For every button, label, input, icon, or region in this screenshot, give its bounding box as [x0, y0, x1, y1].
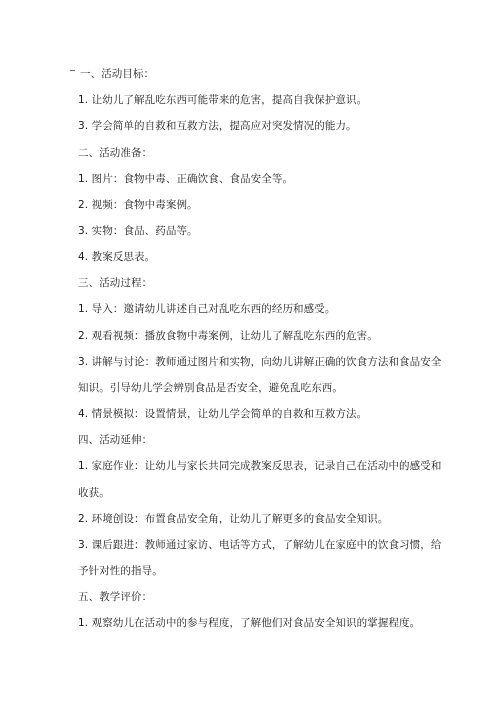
section-heading-extension: 四、活动延伸： [78, 434, 153, 446]
extension-item-2: 2. 环境创设：布置食品安全角，让幼儿了解更多的食品安全知识。 [78, 513, 389, 525]
evaluation-item-1: 1. 观察幼儿在活动中的参与程度，了解他们对食品安全知识的掌握程度。 [78, 617, 421, 629]
extension-item-3-line-2: 予针对性的指导。 [78, 565, 163, 577]
preparation-item-2: 2. 视频：食物中毒案例。 [78, 199, 198, 211]
process-item-4: 4. 情景模拟：设置情景，让幼儿学会简单的自救和互救方法。 [78, 408, 368, 420]
process-item-2: 2. 观看视频：播放食物中毒案例，让幼儿了解乱吃东西的危害。 [78, 330, 378, 342]
process-item-3-line-1: 3. 讲解与讨论：教师通过图片和实物，向幼儿讲解正确的饮食方法和食品安全 [78, 356, 442, 368]
section-heading-goals: 一、活动目标： [80, 68, 155, 80]
process-item-1: 1. 导入：邀请幼儿讲述自己对乱吃东西的经历和感受。 [78, 303, 336, 315]
section-heading-preparation: 二、活动准备： [78, 147, 153, 159]
corner-mark [70, 70, 75, 71]
goal-item-1: 1. 让幼儿了解乱吃东西可能带来的危害，提高自我保护意识。 [78, 94, 368, 106]
preparation-item-1: 1. 图片：食物中毒、正确饮食、食品安全等。 [78, 173, 294, 185]
preparation-item-3: 3. 实物：食品、药品等。 [78, 225, 198, 237]
process-item-3-line-2: 知识。引导幼儿学会辨别食品是否安全，避免乱吃东西。 [78, 382, 343, 394]
extension-item-1-line-2: 收获。 [78, 487, 110, 499]
section-heading-evaluation: 五、教学评价： [78, 591, 153, 603]
goal-item-3: 3. 学会简单的自救和互救方法，提高应对突发情况的能力。 [78, 120, 357, 132]
extension-item-1-line-1: 1. 家庭作业：让幼儿与家长共同完成教案反思表，记录自己在活动中的感受和 [78, 460, 442, 472]
preparation-item-4: 4. 教案反思表。 [78, 251, 156, 263]
extension-item-3-line-1: 3. 课后跟进：教师通过家访、电话等方式，了解幼儿在家庭中的饮食习惯，给 [78, 539, 442, 551]
section-heading-process: 三、活动过程： [78, 277, 153, 289]
